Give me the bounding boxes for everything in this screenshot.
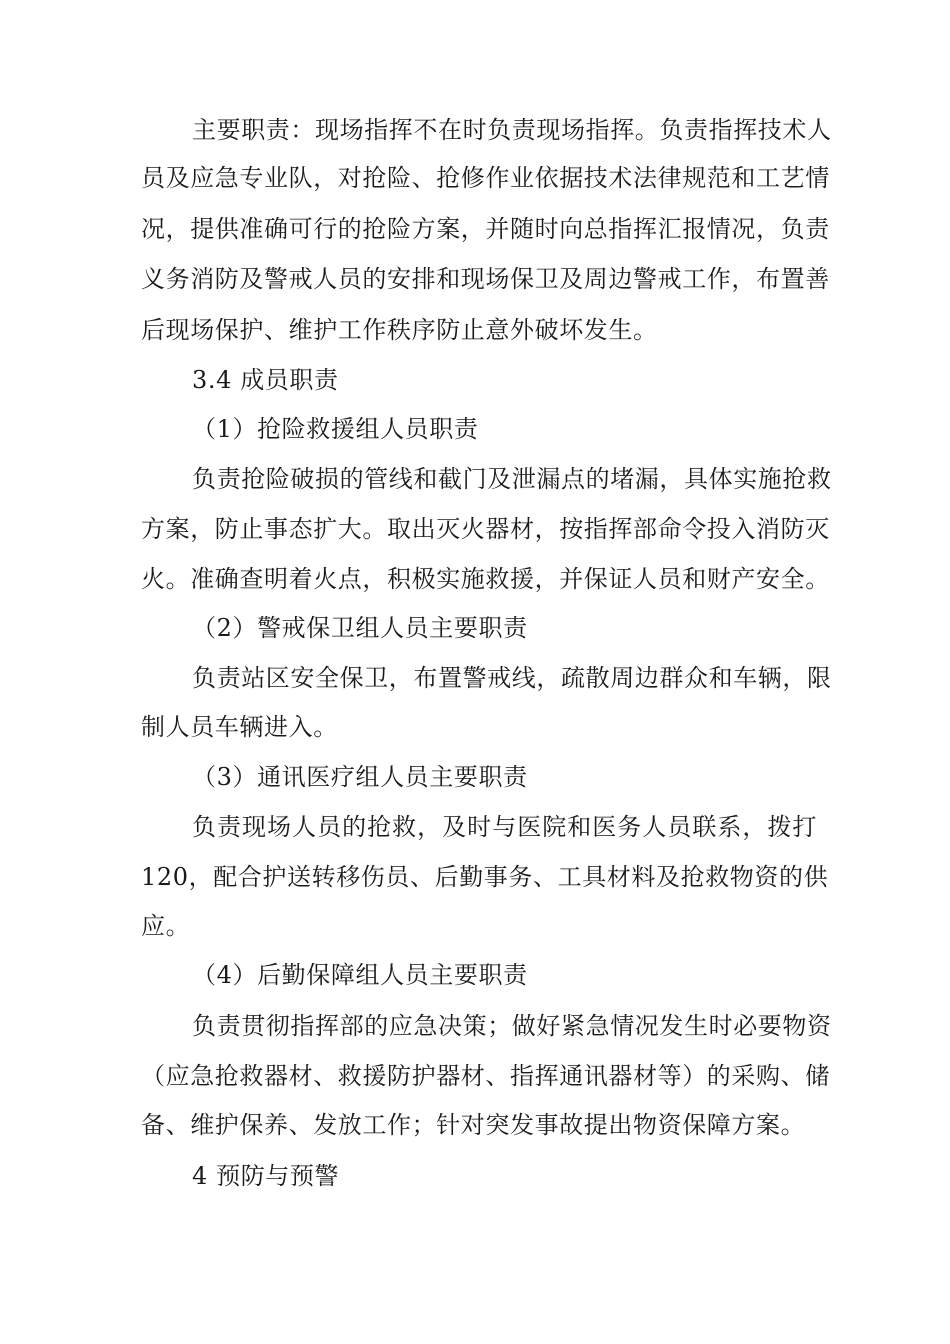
paragraph-line: 火。准确查明着火点，积极实施救援，并保证人员和财产安全。 [141, 565, 830, 593]
paragraph-line: 后现场保护、维护工作秩序防止意外破坏发生。 [141, 316, 658, 344]
paragraph-line: 负责贯彻指挥部的应急决策；做好紧急情况发生时必要物资 [192, 1012, 832, 1040]
paragraph-line: （应急抢救器材、救援防护器材、指挥通讯器材等）的采购、储 [141, 1062, 830, 1090]
paragraph-line: 负责抢险破损的管线和截门及泄漏点的堵漏，具体实施抢救 [192, 465, 832, 493]
section-heading: 3.4 成员职责 [192, 366, 339, 394]
paragraph-line: 主要职责：现场指挥不在时负责现场指挥。负责指挥技术人 [192, 116, 832, 144]
paragraph-line: 况，提供准确可行的抢险方案，并随时向总指挥汇报情况，负责 [141, 215, 830, 243]
paragraph-line: 应。 [141, 912, 191, 940]
paragraph-line: 负责站区安全保卫，布置警戒线，疏散周边群众和车辆，限 [192, 664, 832, 692]
paragraph-line: 员及应急专业队，对抢险、抢修作业依据技术法律规范和工艺情 [141, 164, 830, 192]
paragraph-line: 制人员车辆进入。 [141, 713, 338, 741]
subsection-heading: （2）警戒保卫组人员主要职责 [192, 614, 528, 642]
paragraph-line: 负责现场人员的抢救，及时与医院和医务人员联系，拨打 [192, 813, 817, 841]
paragraph-line: 义务消防及警戒人员的安排和现场保卫及周边警戒工作，布置善 [141, 265, 830, 293]
paragraph-line: 备、维护保养、发放工作；针对突发事故提出物资保障方案。 [141, 1111, 806, 1139]
section-heading: 4 预防与预警 [192, 1162, 340, 1190]
paragraph-line: 120，配合护送转移伤员、后勤事务、工具材料及抢救物资的供 [141, 863, 829, 891]
subsection-heading: （3）通讯医疗组人员主要职责 [192, 763, 528, 791]
subsection-heading: （1）抢险救援组人员职责 [192, 415, 479, 443]
subsection-heading: （4）后勤保障组人员主要职责 [192, 961, 528, 989]
paragraph-line: 方案，防止事态扩大。取出灭火器材，按指挥部命令投入消防灭 [141, 515, 830, 543]
